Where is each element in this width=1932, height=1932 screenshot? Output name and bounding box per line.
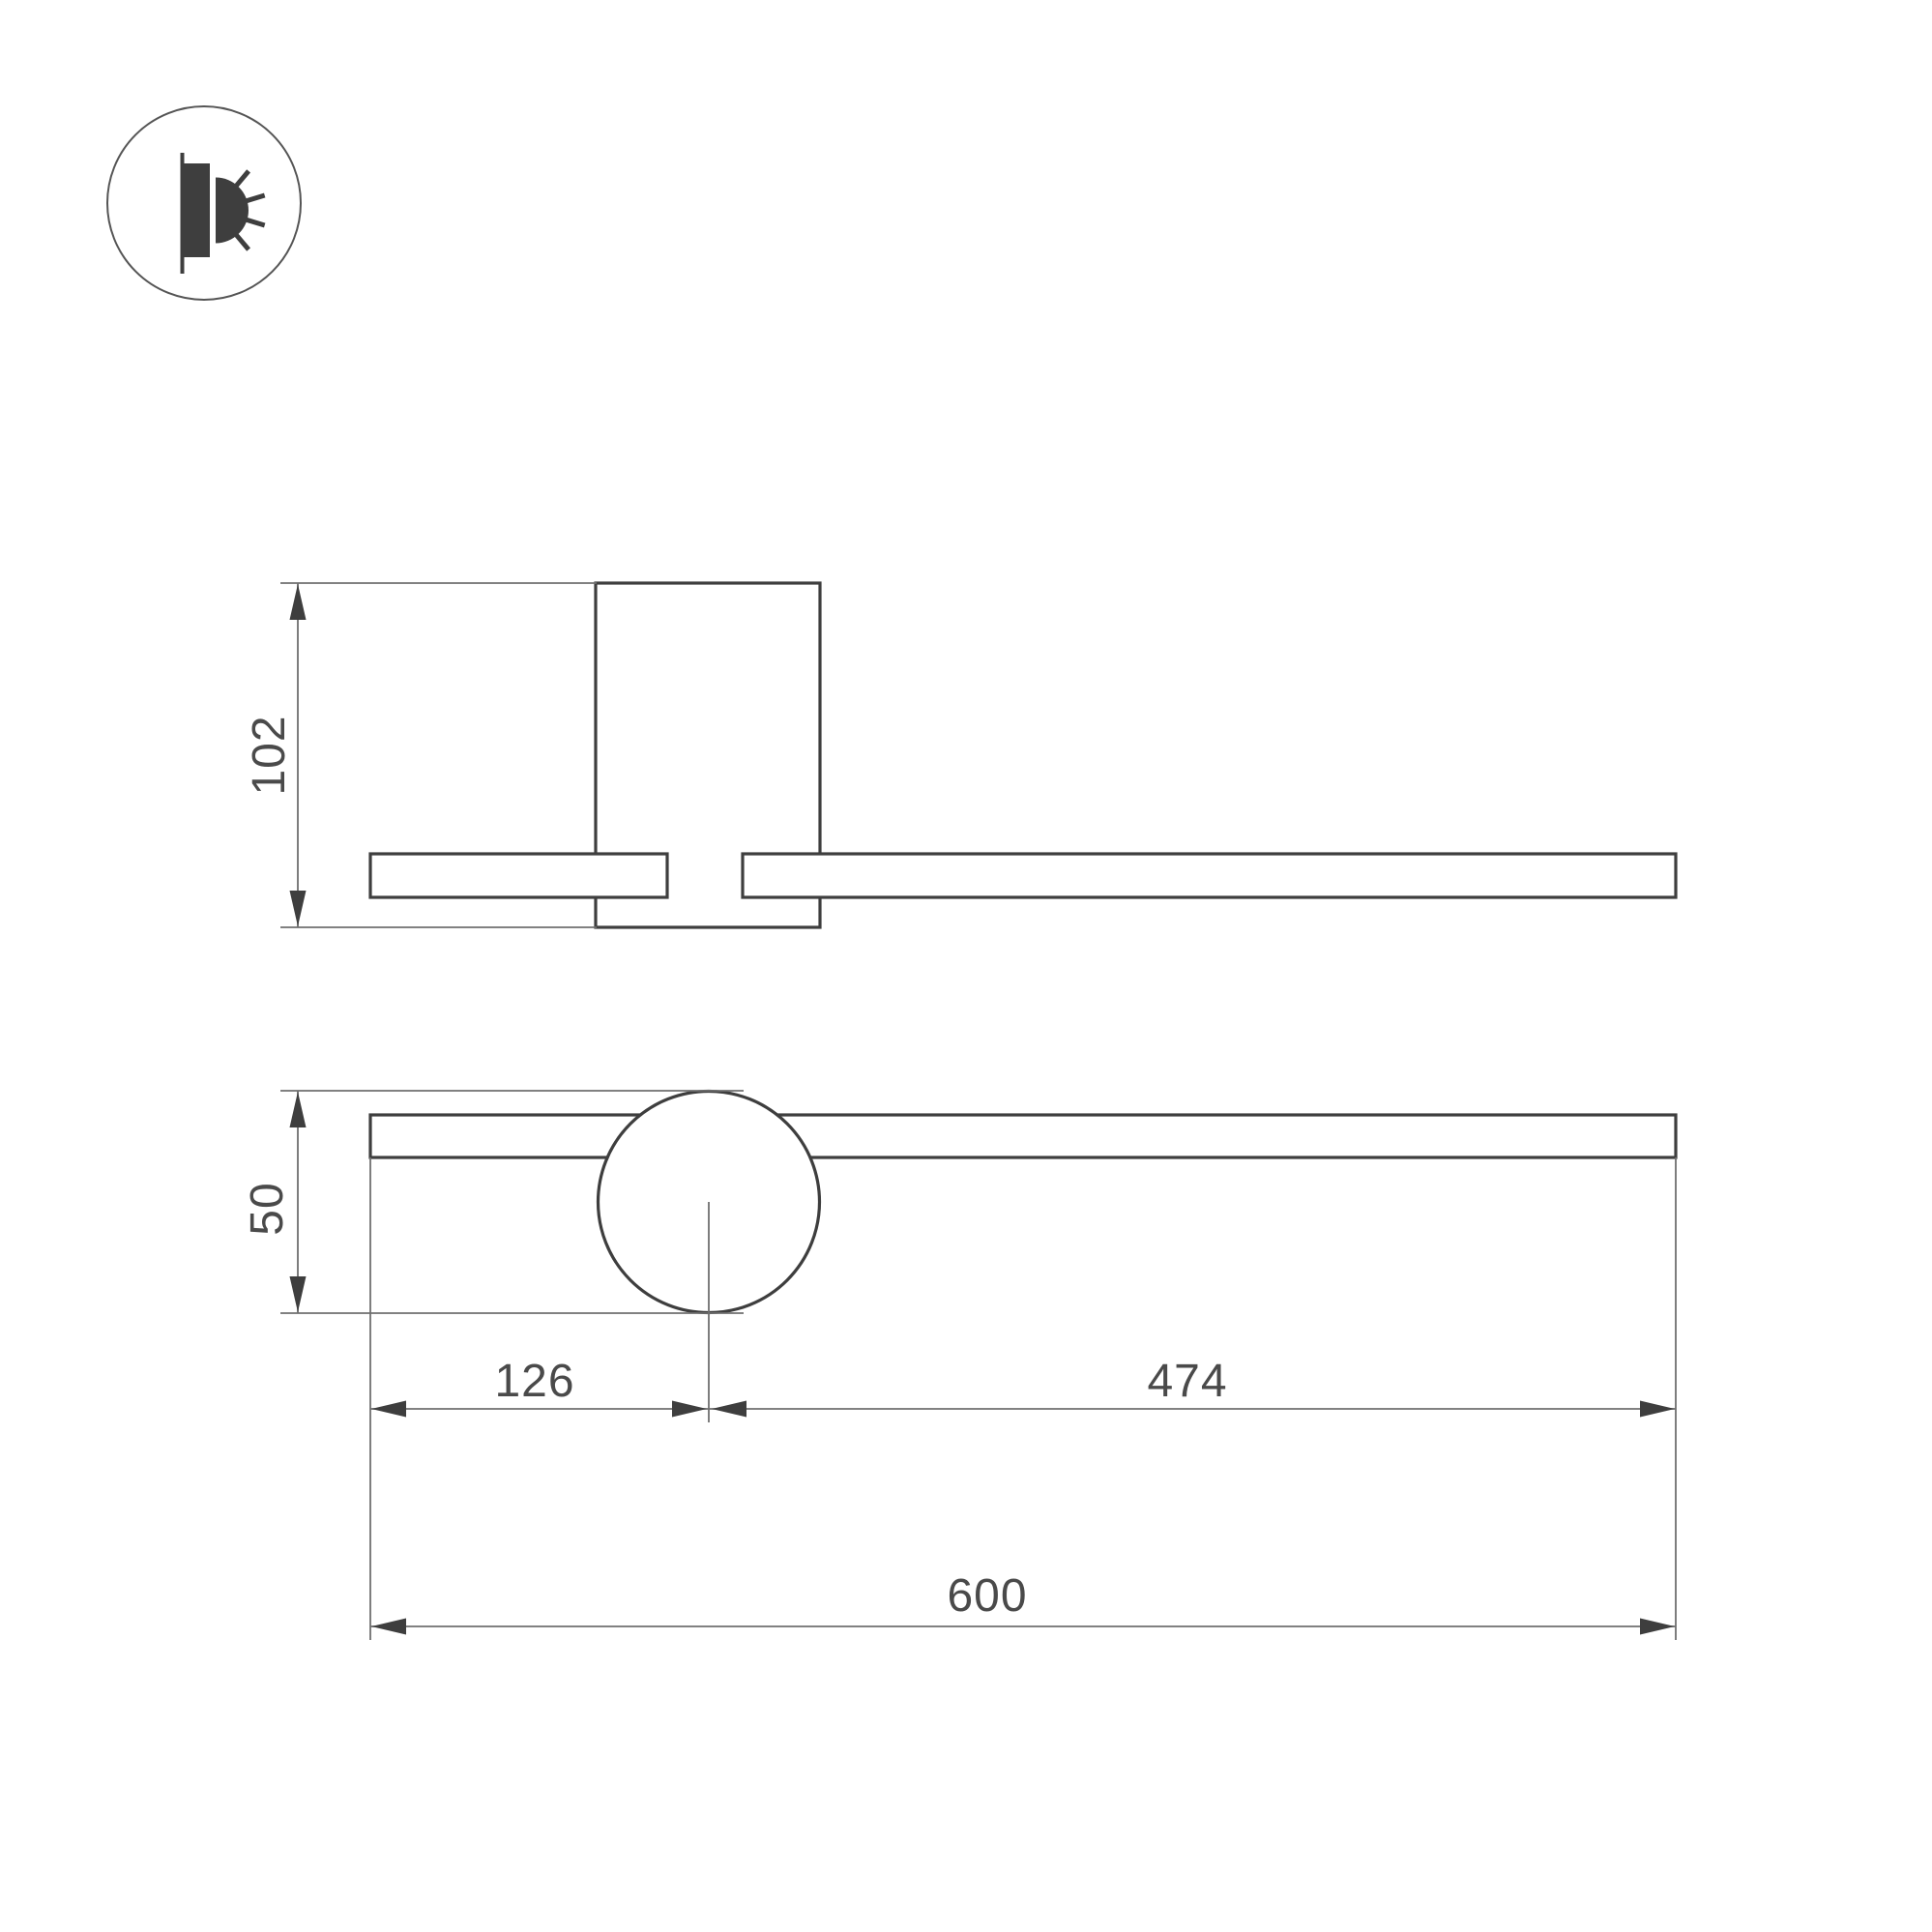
dim-474-arrow-right xyxy=(1640,1401,1675,1418)
icon-lamp-body xyxy=(184,163,210,257)
dim-474-arrow-left xyxy=(712,1401,746,1418)
dim-50-arrow-bottom xyxy=(290,1276,307,1312)
dim-600-label: 600 xyxy=(947,1570,1028,1622)
dim-600-arrow-right xyxy=(1640,1619,1675,1635)
front-view xyxy=(242,1091,1676,1640)
dim-102-arrow-top xyxy=(290,584,307,620)
dim-126-arrow-right xyxy=(672,1401,707,1418)
dimension-126-474 xyxy=(370,1356,1676,1418)
dim-126-arrow-left xyxy=(371,1401,406,1418)
side-view-arm-right xyxy=(743,854,1676,897)
dim-474-label: 474 xyxy=(1147,1356,1228,1407)
side-view xyxy=(244,583,1676,927)
dim-102-label: 102 xyxy=(244,715,295,796)
dimension-600 xyxy=(370,1570,1676,1635)
dim-126-label: 126 xyxy=(494,1356,575,1407)
dim-50-arrow-top xyxy=(290,1092,307,1127)
front-view-arm xyxy=(370,1115,1676,1157)
side-view-arm-left xyxy=(370,854,667,897)
dim-50-label: 50 xyxy=(242,1182,293,1236)
dim-102-arrow-bottom xyxy=(290,891,307,926)
wall-lamp-icon xyxy=(107,106,301,300)
dim-600-arrow-left xyxy=(371,1619,406,1635)
